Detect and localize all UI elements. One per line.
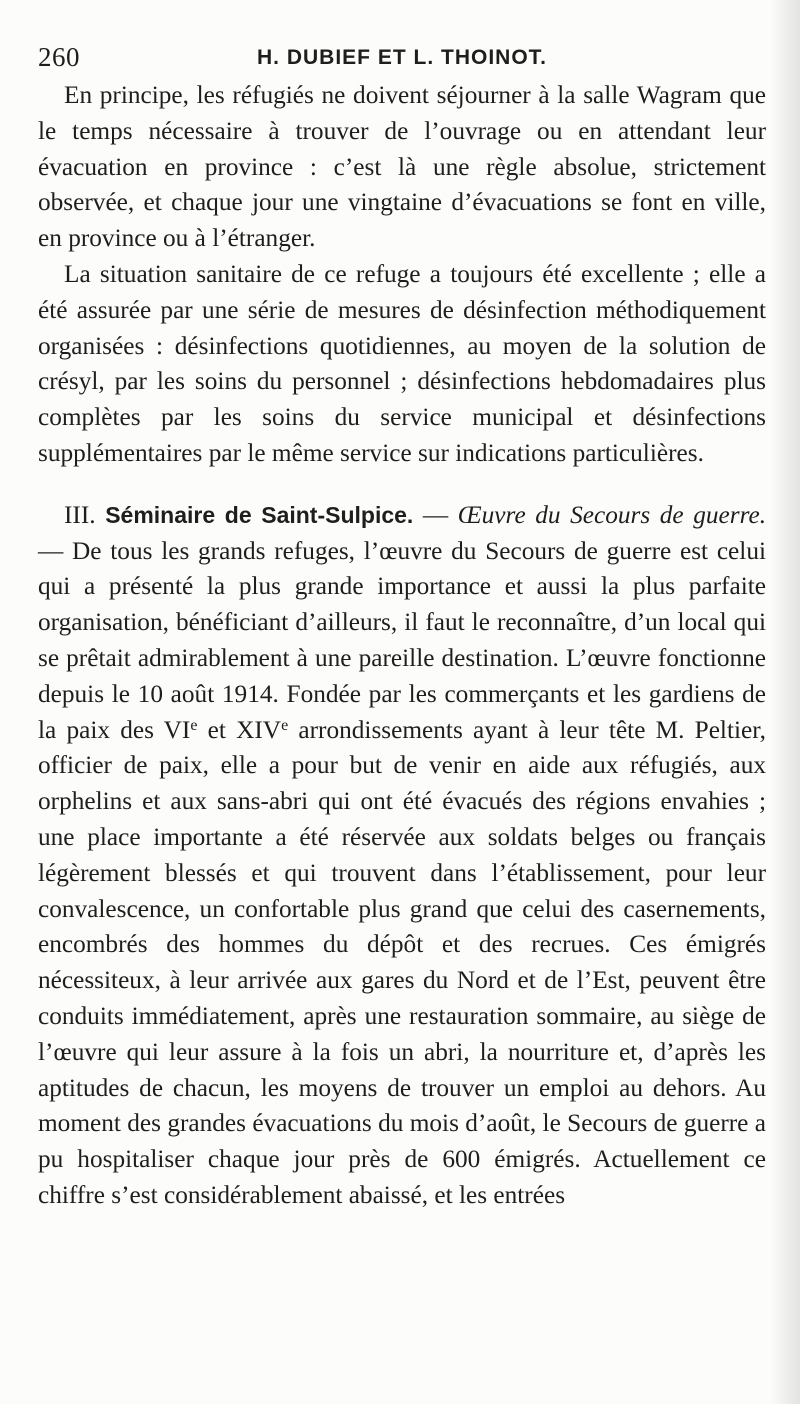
section-text-part-3: arrondissements ayant à leur tête M. Peltier, officier de paix, elle a pour but de venir en aide aux réfugiés, aux orphelins et aux sans-abri qui ont été évacués des régions envahies ; une place importante a été réservée aux soldats belges ou français légèrement blessés et qui trouvent dans l’établissement, pour leur convalescence, un confortable plus grand que celui des casernements, encombrés des hommes du dépôt et des recrues. Ces émigrés nécessiteux, à leur arrivée aux gares du Nord et de l’Est, peuvent être conduits immédiatement, après une restauration sommaire, au siège de l’œuvre qui leur assure à la fois un abri, la nourriture et, d’après les aptitudes de chacun, les moyens de trouver un emploi au dehors. Au moment des grandes évacuations du mois d’août, le Secours de guerre a pu hospitaliser chaque jour près de 600 émigrés. Actuellement ce chiffre s’est considérablement abaissé, et les entrées (38, 715, 766, 1209)
running-head: H. DUBIEF ET L. THOINOT. (257, 46, 547, 69)
paragraph-sanitary-situation: La situation sanitaire de ce refuge a toujours été excellente ; elle a été assurée par une série de mesures de désinfection méthodiquement organisées : désinfections quotidiennes, au moyen de la solution de crésyl, par les soins du personnel ; désinfections hebdomadaires plus complètes par les soins du service municipal et désinfections supplémentaires par le même service sur indications particulières. (38, 259, 766, 467)
paragraph-evacuations: En principe, les réfugiés ne doivent séjourner à la salle Wagram que le temps nécessaire à trouver de l’ouvrage ou en attendant leur évacuation en province : c’est là une règle absolue, strictement observée, et chaque jour une vingtaine d’évacuations se font en ville, en province ou à l’étranger. (38, 81, 766, 253)
superscript-e: e (281, 716, 289, 734)
section-gap (38, 472, 766, 498)
section-text-part-1: — De tous les grands refuges, l’œuvre du Secours de guerre est celui qui a présenté la plus grande importance et aussi la plus parfaite organisation, bénéficiant d’ailleurs, il faut le reconnaître, d’un local qui se prêtait admirablement à une pareille destination. L’œuvre fonctionne depuis le 10 août 1914. Fondée par les commerçants et les gardiens de la paix des VI (38, 536, 766, 744)
section-title: Séminaire de Saint-Sulpice. (105, 501, 414, 528)
section-subtitle: Œuvre du Secours de guerre. (457, 500, 767, 529)
section-paragraph (38, 498, 766, 1214)
section-text-part-2: et XIV (197, 715, 282, 744)
superscript-e: e (190, 716, 198, 734)
section-number: III. (64, 500, 96, 529)
section-dash: — (422, 500, 449, 529)
page-header (38, 38, 766, 74)
page-number: 260 (38, 42, 80, 72)
